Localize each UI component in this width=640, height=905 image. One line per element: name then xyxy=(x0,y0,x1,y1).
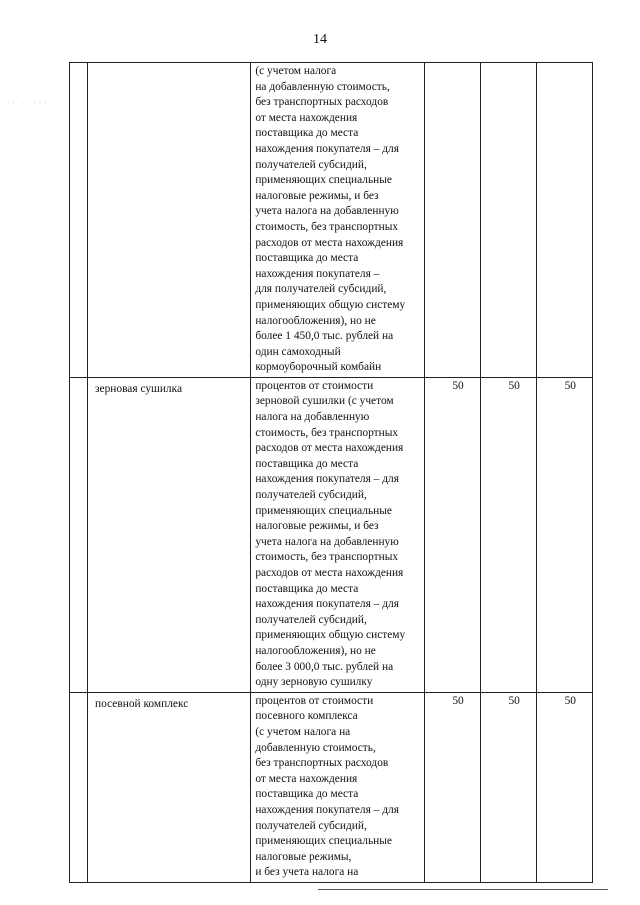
rate-cell: 50 xyxy=(480,692,536,882)
description-line: для получателей субсидий, xyxy=(255,283,387,296)
description-line: (с учетом налога xyxy=(255,65,337,77)
rate-cell: 50 xyxy=(480,377,536,692)
description-line: налогообложения), но не xyxy=(255,314,376,327)
description-line: стоимость, без транспортных xyxy=(255,426,399,439)
description-line: один самоходный xyxy=(255,345,341,358)
description-line: получателей субсидий, xyxy=(255,819,367,832)
description-line: расходов от места нахождения xyxy=(255,442,404,455)
page-number: 14 xyxy=(313,32,327,47)
description-line: учета налога на добавленную xyxy=(255,205,399,218)
description-line: учета налога на добавленную xyxy=(255,535,399,548)
rate-cell: 50 xyxy=(536,692,592,882)
footer-rule xyxy=(318,889,608,890)
description-line: применяющих специальные xyxy=(255,835,392,848)
description-line: от места нахождения xyxy=(255,111,358,124)
table-row xyxy=(70,377,593,692)
description-line: применяющих специальные xyxy=(255,174,392,187)
description-line: одну зерновую сушилку xyxy=(255,676,373,689)
description-line: поставщика до места xyxy=(255,788,359,801)
description-line: на добавленную стоимость, xyxy=(255,80,390,93)
description-line: кормоуборочный комбайн xyxy=(255,361,382,374)
description-line: расходов от места нахождения xyxy=(255,236,404,249)
table-body xyxy=(70,63,593,883)
rate-cell xyxy=(424,63,480,378)
description-line: расходов от места нахождения xyxy=(255,567,404,579)
description-line: налоговые режимы, и без xyxy=(255,189,379,202)
description-cell xyxy=(251,377,424,692)
description-line: более 3 000,0 тыс. рублей на xyxy=(255,660,394,673)
description-line: посевного комплекса xyxy=(255,710,358,723)
table-row xyxy=(70,692,593,882)
description-line: нахождения покупателя – для xyxy=(255,473,399,486)
rate-cell: 50 xyxy=(536,377,592,692)
index-cell xyxy=(70,692,88,882)
rate-cell xyxy=(536,63,592,378)
equipment-name-cell: посевной комплекс xyxy=(88,692,251,882)
rate-cell: 50 xyxy=(424,377,480,692)
description-line: применяющих специальные xyxy=(255,504,392,517)
description-line: без транспортных расходов xyxy=(255,96,389,109)
description-line: налоговые режимы, и без xyxy=(255,520,379,533)
index-cell xyxy=(70,63,88,378)
description-cell xyxy=(251,63,424,378)
description-line: без транспортных расходов xyxy=(255,757,389,770)
description-line: нахождения покупателя – для xyxy=(255,142,399,155)
description-line: налоговые режимы, xyxy=(255,850,352,863)
table-row xyxy=(70,63,593,378)
description-line: получателей субсидий, xyxy=(255,158,367,171)
description-line: поставщика до места xyxy=(255,457,359,470)
description-line: стоимость, без транспортных xyxy=(255,551,399,564)
description-line: процентов от стоимости xyxy=(255,694,374,707)
description-line: (с учетом налога на xyxy=(255,725,351,738)
description-line: получателей субсидий, xyxy=(255,489,367,502)
description-line: более 1 450,0 тыс. рублей на xyxy=(255,330,394,343)
description-line: и без учета налога на xyxy=(255,866,359,879)
rate-cell: 50 xyxy=(424,692,480,882)
description-line: применяющих общую систему xyxy=(255,298,406,311)
description-line: применяющих общую систему xyxy=(255,629,406,642)
description-cell xyxy=(251,692,424,882)
description-line: стоимость, без транспортных xyxy=(255,220,399,233)
description-line: процентов от стоимости xyxy=(255,379,374,392)
description-line: получателей субсидий, xyxy=(255,613,367,626)
margin-mark: · · · · xyxy=(12,99,50,108)
description-line: налогообложения), но не xyxy=(255,644,376,657)
equipment-name-cell: зерновая сушилка xyxy=(88,377,251,692)
description-line: зерновой сушилки (с учетом xyxy=(255,395,394,408)
description-line: добавленную стоимость, xyxy=(255,741,376,754)
description-line: поставщика до места xyxy=(255,582,359,595)
subsidy-table xyxy=(69,62,593,883)
description-line: налога на добавленную xyxy=(255,411,370,424)
description-line: от места нахождения xyxy=(255,772,358,785)
description-line: поставщика до места xyxy=(255,252,359,265)
index-cell xyxy=(70,377,88,692)
description-line: нахождения покупателя – xyxy=(255,267,380,280)
description-line: нахождения покупателя – для xyxy=(255,598,399,611)
equipment-name-cell xyxy=(88,63,251,378)
description-line: нахождения покупателя – для xyxy=(255,803,399,816)
description-line: поставщика до места xyxy=(255,127,359,140)
rate-cell xyxy=(480,63,536,378)
